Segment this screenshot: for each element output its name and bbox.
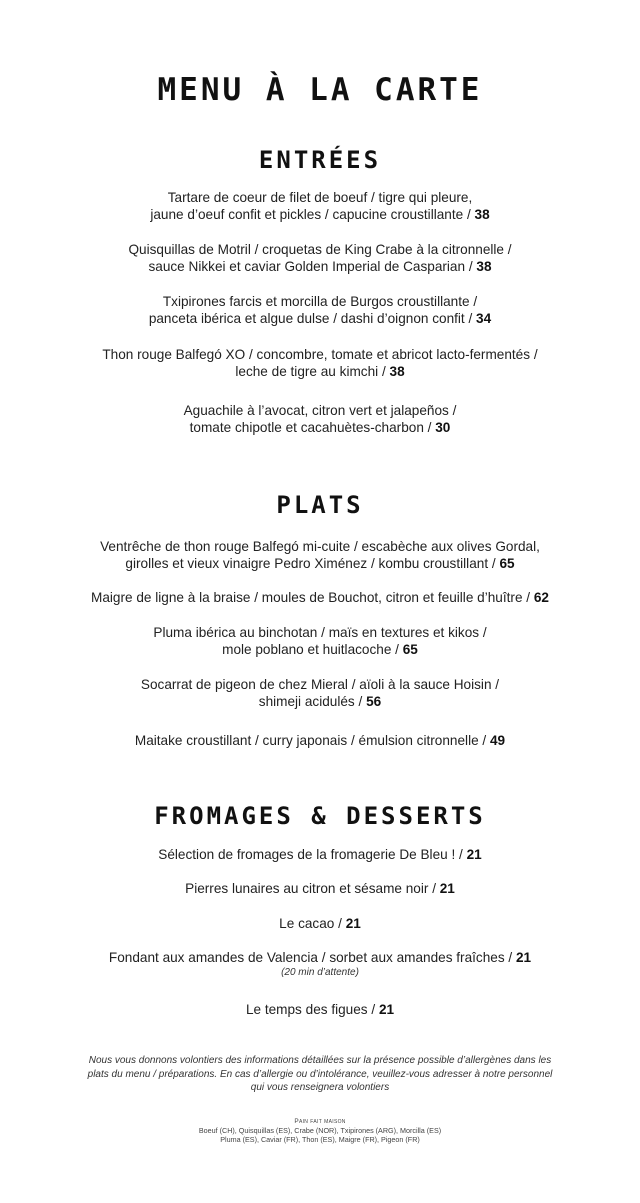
menu-item	[20, 402, 620, 436]
menu-item	[20, 293, 620, 327]
disclaimer-line: qui vous renseignera volontiers	[250, 1082, 390, 1093]
item-line: Maigre de ligne à la braise / moules de Bouchot, citron et feuille d’huître /	[91, 590, 531, 605]
item-line: Sélection de fromages de la fromagerie De Bleu ! /	[158, 847, 463, 862]
menu-item	[20, 676, 620, 710]
menu-item	[20, 949, 620, 980]
item-price: 49	[489, 733, 506, 748]
item-line: jaune d’oeuf confit et pickles / capucine croustillante /	[150, 207, 471, 222]
item-line: Fondant aux amandes de Valencia / sorbet aux amandes fraîches /	[108, 950, 513, 965]
item-price: 30	[435, 420, 451, 435]
menu-item	[20, 1001, 620, 1018]
menu-item	[20, 346, 620, 380]
item-line: Socarrat de pigeon de chez Mieral / aïoli à la sauce Hoisin /	[140, 677, 500, 692]
item-line: Pierres lunaires au citron et sésame noir /	[185, 881, 436, 896]
item-line: Le temps des figues /	[245, 1002, 376, 1017]
item-line: leche de tigre au kimchi /	[235, 364, 386, 379]
item-price: 21	[466, 847, 482, 862]
menu-item	[20, 915, 620, 932]
section-heading-desserts: FROMAGES & DESSERTS	[154, 802, 486, 830]
item-line: Quisquillas de Motril / croquetas de King Crabe à la citronnelle /	[128, 242, 512, 257]
item-line: panceta ibérica et algue dulse / dashi d’oignon confit /	[148, 311, 473, 326]
item-line: shimeji acidulés /	[258, 694, 363, 709]
bread-note: Pain fait maison	[294, 1118, 346, 1125]
item-price: 65	[499, 556, 515, 571]
item-line: Pluma ibérica au binchotan / maïs en textures et kikos /	[153, 625, 487, 640]
item-price: 21	[439, 881, 455, 896]
item-price: 38	[389, 364, 405, 379]
item-price: 34	[476, 311, 492, 326]
item-line: sauce Nikkei et caviar Golden Imperial de Casparian /	[148, 259, 473, 274]
item-line: Tartare de coeur de filet de boeuf / tigre qui pleure,	[167, 190, 473, 205]
item-line: mole poblano et huitlacoche /	[222, 642, 399, 657]
item-line: Maitake croustillant / curry japonais / émulsion citronnelle /	[134, 733, 487, 748]
item-line: Le cacao /	[279, 916, 342, 931]
menu-item	[20, 624, 620, 658]
menu-item	[20, 880, 620, 897]
item-line: girolles et vieux vinaigre Pedro Ximénez / kombu croustillant /	[125, 556, 496, 571]
item-price: 38	[474, 207, 490, 222]
disclaimer-line: Nous vous donnons volontiers des informations détaillées sur la présence possible d’allergènes dans les	[88, 1055, 552, 1066]
item-note: (20 min d’attente)	[281, 967, 359, 978]
item-line: tomate chipotle et cacahuètes-charbon /	[189, 420, 432, 435]
menu-item	[20, 589, 620, 606]
menu-title: MENU À LA CARTE	[157, 72, 483, 108]
menu-item	[20, 846, 620, 863]
origins-footer	[100, 1117, 540, 1144]
item-price: 21	[378, 1002, 395, 1017]
item-price: 38	[476, 259, 492, 274]
item-price: 56	[366, 694, 382, 709]
item-price: 62	[533, 590, 549, 605]
menu-item	[20, 538, 620, 572]
item-line: Thon rouge Balfegó XO / concombre, tomate et abricot lacto-fermentés /	[102, 347, 538, 362]
origins-line: Boeuf (CH), Quisquillas (ES), Crabe (NOR), Txipirones (ARG), Morcilla (ES)	[198, 1126, 442, 1135]
section-heading-plats: PLATS	[276, 491, 364, 519]
item-line: Ventrêche de thon rouge Balfegó mi-cuite / escabèche aux olives Gordal,	[100, 539, 540, 554]
origins-line: Pluma (ES), Caviar (FR), Thon (ES), Maigre (FR), Pigeon (FR)	[220, 1135, 420, 1144]
section-heading-entrees: ENTRÉES	[258, 146, 382, 174]
menu-item	[20, 241, 620, 275]
item-price: 21	[515, 950, 532, 965]
disclaimer-line: plats du menu / préparations. En cas d’allergie ou d’intolérance, veuillez-vous adresser à notre personnel	[87, 1068, 553, 1080]
item-line: Aguachile à l’avocat, citron vert et jalapeños /	[183, 403, 457, 418]
menu-item	[20, 732, 620, 749]
menu-item	[20, 189, 620, 223]
item-line: Txipirones farcis et morcilla de Burgos croustillante /	[162, 294, 478, 309]
item-price: 65	[402, 642, 418, 657]
item-price: 21	[345, 916, 361, 931]
allergen-disclaimer	[60, 1054, 580, 1095]
